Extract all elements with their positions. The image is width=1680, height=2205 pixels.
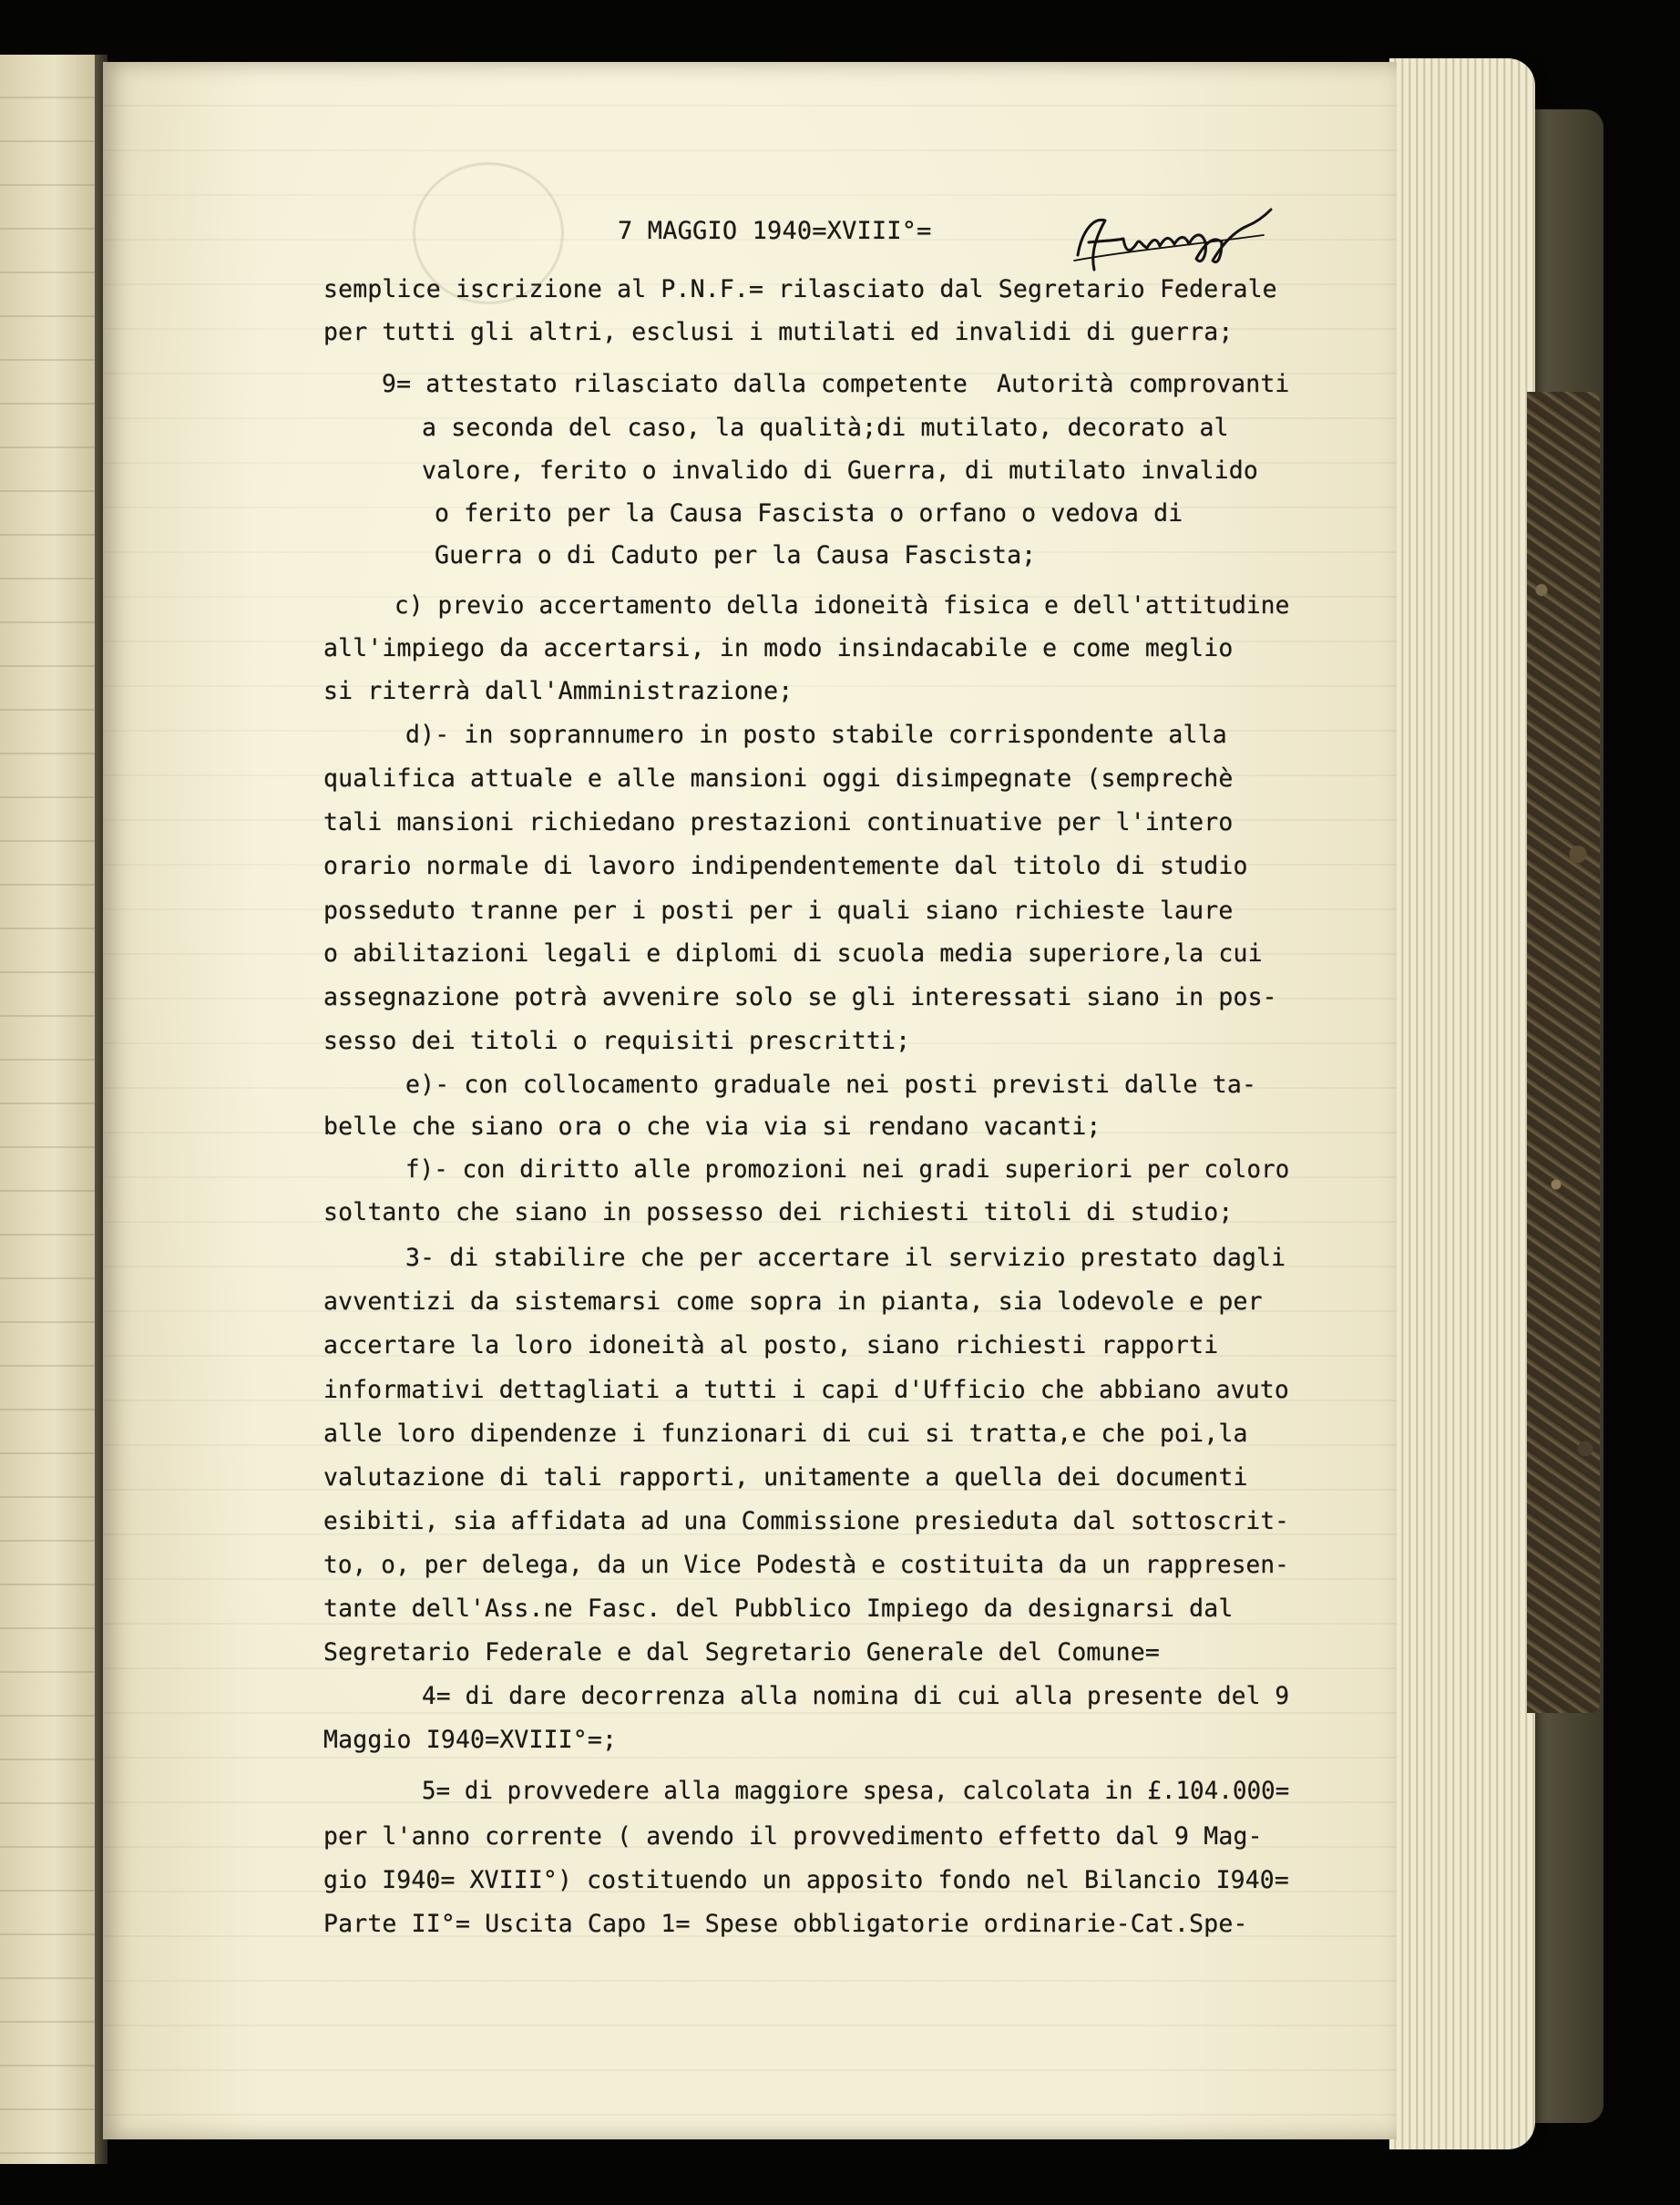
document-date-heading: 7 MAGGIO 1940=XVIII°= <box>618 217 932 245</box>
text-line: belle che siano ora o che via via si rendano vacanti; <box>323 1113 1101 1141</box>
text-line: to, o, per delega, da un Vice Podestà e costituita da un rappresen- <box>323 1551 1290 1579</box>
text-line: esibiti, sia affidata ad una Commissione presieduta dal sottoscrit- <box>323 1507 1290 1535</box>
stacked-page-edges <box>1389 58 1535 2149</box>
text-line: semplice iscrizione al P.N.F.= rilasciato dal Segretario Federale <box>323 275 1277 303</box>
text-line: 9= attestato rilasciato dalla competente Autorità comprovanti <box>382 370 1290 398</box>
text-line: posseduto tranne per i posti per i quali siano richieste laure <box>323 897 1234 925</box>
text-line: informativi dettagliati a tutti i capi d'Ufficio che abbiano avuto <box>323 1376 1289 1404</box>
text-line: accertare la loro idoneità al posto, siano richiesti rapporti <box>323 1331 1219 1359</box>
text-line: Maggio I940=XVIII°=; <box>323 1726 618 1754</box>
text-line: si riterrà dall'Amministrazione; <box>323 677 794 705</box>
text-line: Guerra o di Caduto per la Causa Fascista; <box>435 541 1037 569</box>
text-line: tali mansioni richiedano prestazioni continuative per l'intero <box>323 808 1234 836</box>
text-line: o ferito per la Causa Fascista o orfano o vedova di <box>435 499 1183 528</box>
text-line: a seconda del caso, la qualità;di mutilato, decorato al <box>422 414 1229 442</box>
text-line: c) previo accertamento della idoneità fisica e dell'attitudine <box>394 591 1290 620</box>
text-line: orario normale di lavoro indipendentemente dal titolo di studio <box>323 852 1248 880</box>
text-line: alle loro dipendenze i funzionari di cui si tratta,e che poi,la <box>323 1420 1248 1448</box>
text-line: gio I940= XVIII°) costituendo un apposito fondo nel Bilancio I940= <box>323 1866 1289 1894</box>
text-line: soltanto che siano in possesso dei richiesti titoli di studio; <box>323 1198 1234 1226</box>
text-line: qualifica attuale e alle mansioni oggi disimpegnate (semprechè <box>323 764 1234 793</box>
text-line: per l'anno corrente ( avendo il provvedimento effetto dal 9 Mag- <box>323 1822 1263 1851</box>
left-page-edge <box>0 55 100 2164</box>
text-line: Segretario Federale e dal Segretario Generale del Comune= <box>323 1638 1160 1667</box>
text-line: f)- con diritto alle promozioni nei gradi superiori per coloro <box>405 1155 1290 1184</box>
text-line: valutazione di tali rapporti, unitamente a quella dei documenti <box>323 1463 1248 1492</box>
text-line: Parte II°= Uscita Capo 1= Spese obbligatorie ordinarie-Cat.Spe- <box>323 1910 1248 1938</box>
text-line: per tutti gli altri, esclusi i mutilati ed invalidi di guerra; <box>323 318 1234 346</box>
text-line: assegnazione potrà avvenire solo se gli interessati siano in pos- <box>323 983 1277 1011</box>
text-line: valore, ferito o invalido di Guerra, di mutilato invalido <box>422 456 1258 485</box>
text-line: all'impiego da accertarsi, in modo insindacabile e come meglio <box>323 634 1234 662</box>
text-line: 5= di provvedere alla maggiore spesa, calcolata in £.104.000= <box>422 1777 1290 1805</box>
text-line: avventizi da sistemarsi come sopra in pianta, sia lodevole e per <box>323 1287 1263 1316</box>
text-line: tante dell'Ass.ne Fasc. del Pubblico Impiego da designarsi dal <box>323 1595 1234 1623</box>
text-line: e)- con collocamento graduale nei posti previsti dalle ta- <box>405 1071 1257 1099</box>
text-line: 4= di dare decorrenza alla nomina di cui alla presente del 9 <box>422 1682 1290 1710</box>
text-line: d)- in soprannumero in posto stabile corrispondente alla <box>405 721 1227 749</box>
text-line: 3- di stabilire che per accertare il servizio prestato dagli <box>405 1244 1286 1272</box>
text-line: sesso dei titoli o requisiti prescritti; <box>323 1027 911 1055</box>
marbled-cover-edge <box>1527 392 1600 1713</box>
text-line: o abilitazioni legali e diplomi di scuola media superiore,la cui <box>323 939 1263 968</box>
